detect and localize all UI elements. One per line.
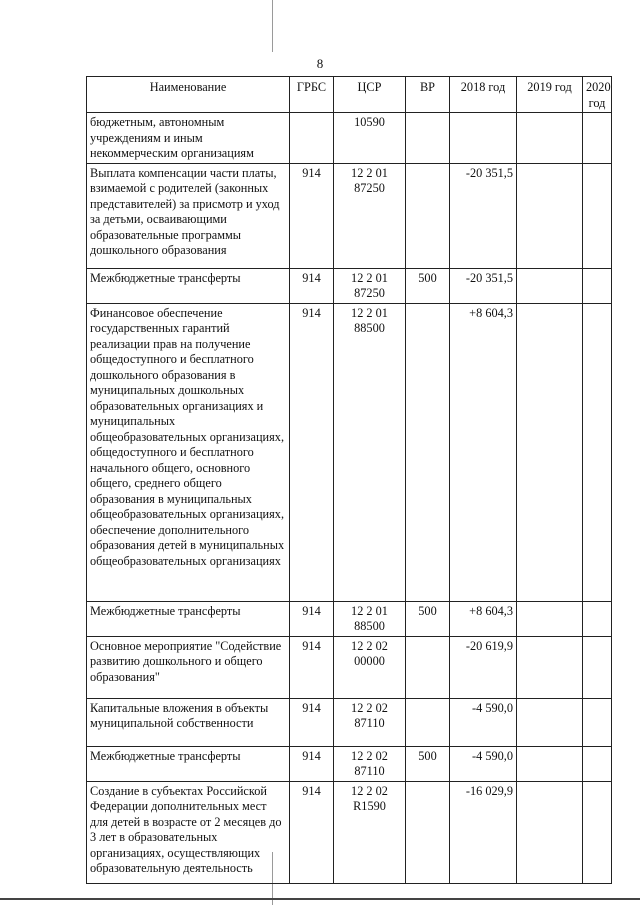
row-csr: 12 2 02 87110: [334, 746, 406, 781]
table-row: [87, 113, 612, 164]
row-grbs: 914: [290, 303, 334, 601]
row-csr: 12 2 02 00000: [334, 636, 406, 698]
row-grbs: 914: [290, 698, 334, 746]
row-name: Межбюджетные трансферты: [87, 746, 290, 781]
row-csr: 12 2 01 88500: [334, 303, 406, 601]
row-2019: [517, 746, 583, 781]
row-2019: [517, 163, 583, 268]
header-name: Наименование: [87, 77, 290, 113]
row-name: Межбюджетные трансферты: [87, 601, 290, 636]
row-name: Межбюджетные трансферты: [87, 268, 290, 303]
row-vr: [406, 781, 450, 883]
row-2018: +8 604,3: [450, 601, 517, 636]
row-2020: [583, 698, 612, 746]
table-row: [87, 781, 612, 883]
row-csr: 12 2 01 87250: [334, 163, 406, 268]
table-row: [87, 698, 612, 746]
row-2018: -20 619,9: [450, 636, 517, 698]
page-bottom-edge: [0, 898, 640, 900]
header-grbs: ГРБС: [290, 77, 334, 113]
row-vr: 500: [406, 746, 450, 781]
row-2018: -20 351,5: [450, 268, 517, 303]
row-csr: 12 2 01 88500: [334, 601, 406, 636]
table-row: [87, 601, 612, 636]
row-vr: [406, 163, 450, 268]
row-2019: [517, 601, 583, 636]
row-csr: 12 2 02 R1590: [334, 781, 406, 883]
row-2020: [583, 303, 612, 601]
table-row: [87, 636, 612, 698]
row-vr: [406, 113, 450, 164]
row-2020: [583, 601, 612, 636]
row-2020: [583, 163, 612, 268]
row-name: Выплата компенсации части платы, взимаемой с родителей (законных представителей) за присмотр и уход за детьми, осваивающими образовательные программы дошкольного образования: [87, 163, 290, 268]
row-2018: +8 604,3: [450, 303, 517, 601]
table-row: [87, 303, 612, 601]
row-vr: [406, 698, 450, 746]
header-vr: ВР: [406, 77, 450, 113]
row-name: Основное мероприятие "Содействие развитию дошкольного и общего образования": [87, 636, 290, 698]
row-vr: [406, 636, 450, 698]
row-csr: 12 2 02 87110: [334, 698, 406, 746]
row-vr: [406, 303, 450, 601]
row-2020: [583, 268, 612, 303]
row-name: бюджетным, автономным учреждениям и иным некоммерческим организациям: [87, 113, 290, 164]
budget-table: [86, 76, 612, 884]
row-2019: [517, 636, 583, 698]
row-2019: [517, 781, 583, 883]
row-grbs: 914: [290, 746, 334, 781]
row-vr: 500: [406, 601, 450, 636]
row-name: Создание в субъектах Российской Федерации дополнительных мест для детей в возрасте от 2 месяцев до 3 лет в образовательных организациях, осуществляющих образовательную деятельность: [87, 781, 290, 883]
row-name: Финансовое обеспечение государственных гарантий реализации прав на получение общедоступного и бесплатного дошкольного образования в муниципальных дошкольных образовательных организациях и муниципальных общеобразовательных организациях, общедоступного и бесплатного начального общего, основного общего, среднего общего образования в муниципальных общеобразовательных организациях, обеспечение дополнительного образования детей в муниципальных общеобразовательных организациях: [87, 303, 290, 601]
header-csr: ЦСР: [334, 77, 406, 113]
table-row: [87, 268, 612, 303]
header-2019: 2019 год: [517, 77, 583, 113]
row-csr: 10590: [334, 113, 406, 164]
row-grbs: 914: [290, 268, 334, 303]
row-grbs: 914: [290, 163, 334, 268]
row-2019: [517, 268, 583, 303]
page-number: 8: [316, 56, 324, 71]
header-2020: 2020 год: [583, 77, 612, 113]
scan-fold-line-top: [272, 0, 273, 52]
table-row: [87, 163, 612, 268]
table-header-row: [87, 77, 612, 113]
header-2018: 2018 год: [450, 77, 517, 113]
row-2020: [583, 636, 612, 698]
row-2018: [450, 113, 517, 164]
row-grbs: 914: [290, 601, 334, 636]
row-grbs: 914: [290, 636, 334, 698]
row-2018: -20 351,5: [450, 163, 517, 268]
row-vr: 500: [406, 268, 450, 303]
row-2020: [583, 746, 612, 781]
row-name: Капитальные вложения в объекты муниципальной собственности: [87, 698, 290, 746]
row-2019: [517, 303, 583, 601]
row-2020: [583, 113, 612, 164]
row-2019: [517, 698, 583, 746]
row-2020: [583, 781, 612, 883]
row-grbs: [290, 113, 334, 164]
row-2019: [517, 113, 583, 164]
table-row: [87, 746, 612, 781]
row-grbs: 914: [290, 781, 334, 883]
row-2018: -4 590,0: [450, 698, 517, 746]
row-2018: -16 029,9: [450, 781, 517, 883]
row-csr: 12 2 01 87250: [334, 268, 406, 303]
row-2018: -4 590,0: [450, 746, 517, 781]
